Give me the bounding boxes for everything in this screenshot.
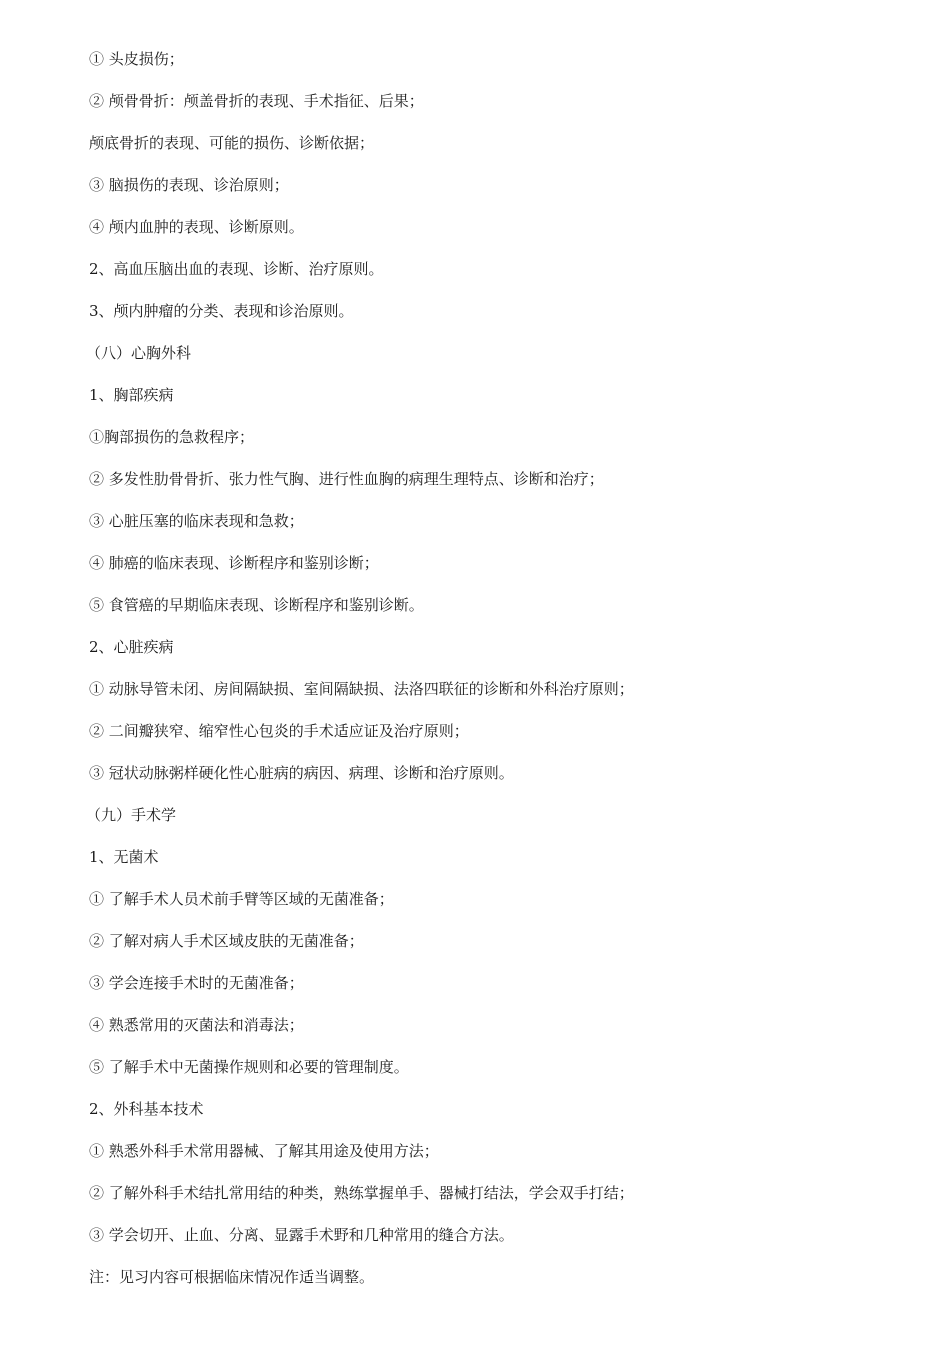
text-line: 3、颅内肿瘤的分类、表现和诊治原则。 xyxy=(89,302,354,320)
text-line: ② 了解对病人手术区域皮肤的无菌准备； xyxy=(89,932,364,950)
text-line: ④ 熟悉常用的灭菌法和消毒法； xyxy=(89,1016,304,1034)
text-line: ①胸部损伤的急救程序； xyxy=(89,428,255,446)
text-line: ② 了解外科手术结扎常用结的种类，熟练掌握单手、器械打结法，学会双手打结； xyxy=(89,1184,634,1202)
text-line: ③ 冠状动脉粥样硬化性心脏病的病因、病理、诊断和治疗原则。 xyxy=(89,764,514,782)
subsection-heading: 2、心脏疾病 xyxy=(89,638,174,656)
subsection-heading: 2、外科基本技术 xyxy=(89,1100,204,1118)
text-line: ① 熟悉外科手术常用器械、了解其用途及使用方法； xyxy=(89,1142,439,1160)
text-line: ④ 肺癌的临床表现、诊断程序和鉴别诊断； xyxy=(89,554,379,572)
text-line: ① 动脉导管未闭、房间隔缺损、室间隔缺损、法洛四联征的诊断和外科治疗原则； xyxy=(89,680,634,698)
note-line: 注：见习内容可根据临床情况作适当调整。 xyxy=(89,1268,375,1286)
text-line: ② 颅骨骨折：颅盖骨折的表现、手术指征、后果； xyxy=(89,92,424,110)
text-line: ④ 颅内血肿的表现、诊断原则。 xyxy=(89,218,304,236)
section-heading: （八）心胸外科 xyxy=(86,344,192,362)
text-line: ③ 学会连接手术时的无菌准备； xyxy=(89,974,304,992)
text-line: ③ 学会切开、止血、分离、显露手术野和几种常用的缝合方法。 xyxy=(89,1226,514,1244)
text-line: ② 二间瓣狭窄、缩窄性心包炎的手术适应证及治疗原则； xyxy=(89,722,469,740)
subsection-heading: 1、无菌术 xyxy=(89,848,159,866)
text-line: ② 多发性肋骨骨折、张力性气胸、进行性血胸的病理生理特点、诊断和治疗； xyxy=(89,470,604,488)
text-line: ⑤ 食管癌的早期临床表现、诊断程序和鉴别诊断。 xyxy=(89,596,424,614)
text-line: ① 头皮损伤； xyxy=(89,50,184,68)
text-line: 颅底骨折的表现、可能的损伤、诊断依据； xyxy=(89,134,375,152)
text-line: ⑤ 了解手术中无菌操作规则和必要的管理制度。 xyxy=(89,1058,409,1076)
subsection-heading: 1、胸部疾病 xyxy=(89,386,174,404)
text-line: ③ 脑损伤的表现、诊治原则； xyxy=(89,176,289,194)
text-line: 2、高血压脑出血的表现、诊断、治疗原则。 xyxy=(89,260,384,278)
section-heading: （九）手术学 xyxy=(86,806,177,824)
text-line: ③ 心脏压塞的临床表现和急救； xyxy=(89,512,304,530)
text-line: ① 了解手术人员术前手臂等区域的无菌准备； xyxy=(89,890,394,908)
